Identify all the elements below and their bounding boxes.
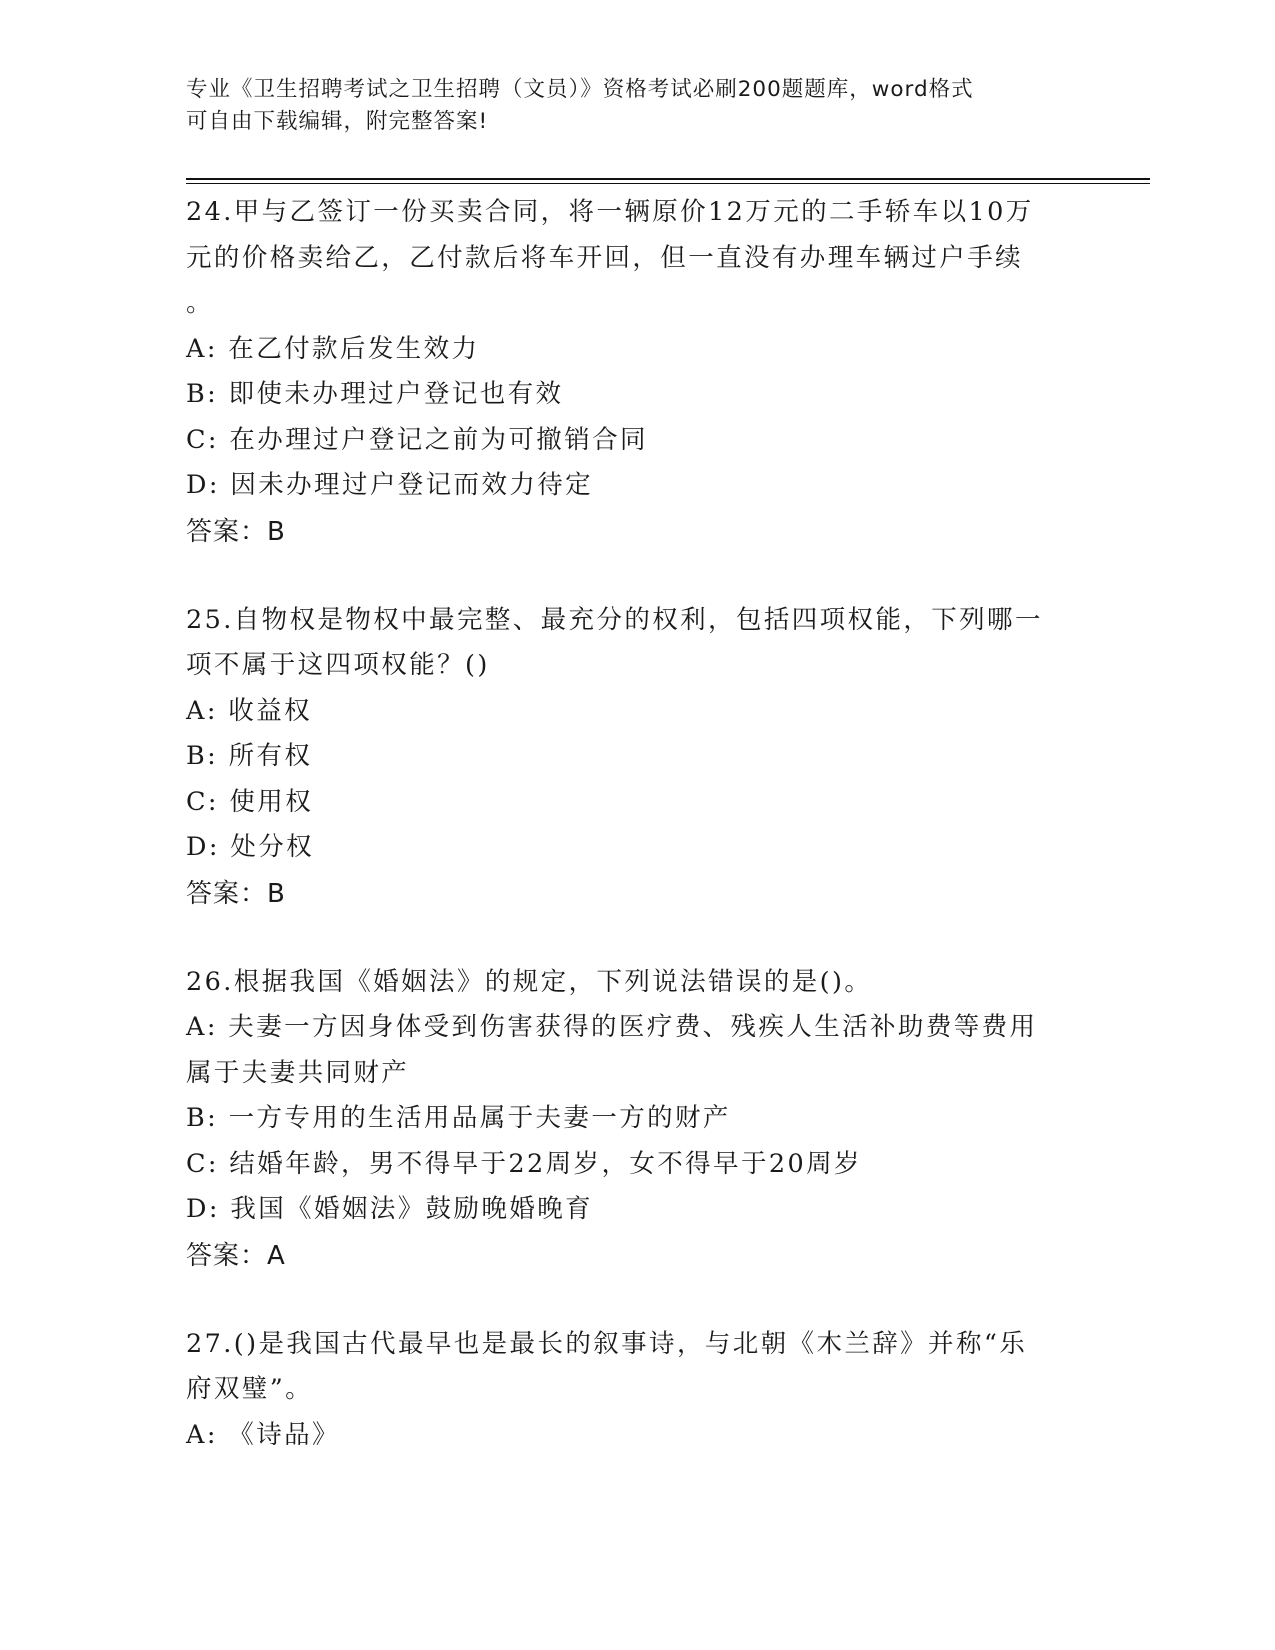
header-rule-bottom bbox=[186, 183, 1150, 184]
answer-line: 答案：A bbox=[186, 1240, 286, 1271]
question-stem-line: 项不属于这四项权能？() bbox=[186, 650, 490, 680]
question-24 bbox=[186, 190, 1086, 555]
option-a: A: 收益权 bbox=[186, 695, 313, 726]
question-spacer bbox=[186, 1279, 1086, 1322]
header-line-1: 专业《卫生招聘考试之卫生招聘（文员）》资格考试必刷200题题库，word格式 bbox=[186, 77, 974, 102]
question-stem-line: 26.根据我国《婚姻法》的规定，下列说法错误的是()。 bbox=[186, 966, 873, 997]
option-d: D: 因未办理过户登记而效力待定 bbox=[186, 470, 594, 500]
question-list bbox=[186, 190, 1086, 1458]
question-stem-line: 府双璧”。 bbox=[186, 1374, 314, 1404]
header-line-2: 可自由下载编辑，附完整答案! bbox=[186, 109, 489, 134]
question-stem-line: 25.自物权是物权中最完整、最充分的权利，包括四项权能，下列哪一 bbox=[186, 604, 1043, 635]
option-a: A: 《诗品》 bbox=[186, 1419, 340, 1450]
question-stem-line: 。 bbox=[186, 288, 214, 318]
question-stem-line: 元的价格卖给乙，乙付款后将车开回，但一直没有办理车辆过户手续 bbox=[186, 242, 1024, 273]
answer-line: 答案：B bbox=[186, 878, 286, 909]
question-stem-line: 24.甲与乙签订一份买卖合同，将一辆原价12万元的二手轿车以10万 bbox=[186, 197, 1034, 227]
option-b: B: 即使未办理过户登记也有效 bbox=[186, 379, 564, 409]
header-rule-top bbox=[186, 178, 1150, 180]
question-25 bbox=[186, 598, 1086, 917]
question-spacer bbox=[186, 555, 1086, 598]
option-c: C: 在办理过户登记之前为可撤销合同 bbox=[186, 424, 648, 455]
answer-line: 答案：B bbox=[186, 516, 286, 547]
option-d: D: 处分权 bbox=[186, 832, 315, 862]
option-a-continued: 属于夫妻共同财产 bbox=[186, 1057, 410, 1088]
document-header bbox=[186, 74, 1066, 138]
question-spacer bbox=[186, 917, 1086, 960]
option-a: A: 夫妻一方因身体受到伤害获得的医疗费、残疾人生活补助费等费用 bbox=[186, 1012, 1038, 1042]
option-b: B: 一方专用的生活用品属于夫妻一方的财产 bbox=[186, 1103, 731, 1133]
option-c: C: 结婚年龄，男不得早于22周岁，女不得早于20周岁 bbox=[186, 1148, 862, 1179]
question-stem-line: 27.()是我国古代最早也是最长的叙事诗，与北朝《木兰辞》并称“乐 bbox=[186, 1328, 1028, 1359]
option-c: C: 使用权 bbox=[186, 786, 314, 817]
option-b: B: 所有权 bbox=[186, 741, 313, 771]
question-26 bbox=[186, 960, 1086, 1279]
option-d: D: 我国《婚姻法》鼓励晚婚晚育 bbox=[186, 1194, 594, 1224]
question-27 bbox=[186, 1322, 1086, 1459]
option-a: A: 在乙付款后发生效力 bbox=[186, 333, 480, 364]
